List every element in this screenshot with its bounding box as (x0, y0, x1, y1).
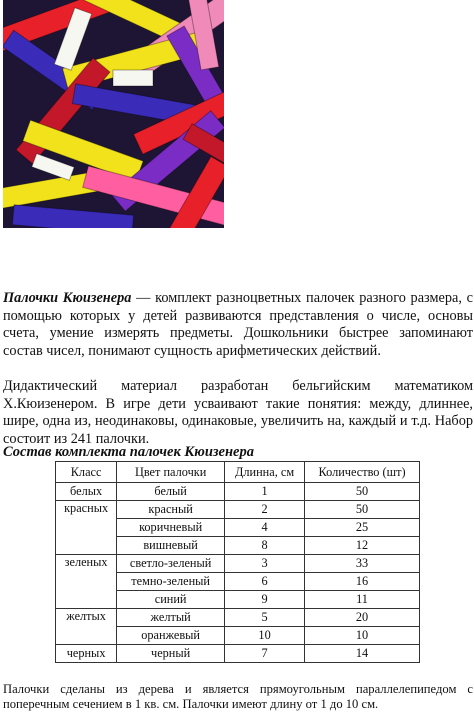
count-cell: 12 (305, 537, 420, 555)
length-cell: 7 (225, 645, 305, 663)
header-count: Количество (шт) (305, 462, 420, 483)
color-cell: темно-зеленый (117, 573, 225, 591)
color-cell: оранжевый (117, 627, 225, 645)
count-cell: 16 (305, 573, 420, 591)
length-cell: 6 (225, 573, 305, 591)
class-cell: белых (56, 483, 117, 501)
length-cell: 9 (225, 591, 305, 609)
table-row (56, 609, 420, 627)
rod-shape (12, 205, 133, 228)
color-cell: желтый (117, 609, 225, 627)
color-cell: красный (117, 501, 225, 519)
footer-paragraph: Палочки сделаны из дерева и является прямоугольным параллелепипедом с поперечным сечением в 1 кв. см. Палочки имеют длину от 1 до 10 см. (3, 682, 473, 712)
table-row (56, 645, 420, 663)
length-cell: 4 (225, 519, 305, 537)
section-title: Состав комплекта палочек Кюизенера (3, 444, 254, 460)
count-cell: 20 (305, 609, 420, 627)
rods-table (55, 461, 420, 663)
intro-lead: Палочки Кюизенера (3, 290, 132, 306)
intro-paragraph (3, 290, 473, 360)
table-row (56, 555, 420, 573)
class-cell: черных (56, 645, 117, 663)
length-cell: 8 (225, 537, 305, 555)
length-cell: 1 (225, 483, 305, 501)
table-row (56, 483, 420, 501)
color-cell: белый (117, 483, 225, 501)
intro-text: — комплект разноцветных палочек разного размера, с помощью которых у детей развиваются представления о числе, основы счета, умение измерять предметы. Дошкольники быстрее запоминают состав чисел, понимают сущность арифметических действий. (3, 290, 474, 359)
count-cell: 11 (305, 591, 420, 609)
length-cell: 5 (225, 609, 305, 627)
length-cell: 10 (225, 627, 305, 645)
color-cell: черный (117, 645, 225, 663)
rod-shape (113, 70, 153, 86)
cuisenaire-rods-photo (3, 0, 224, 228)
class-cell: желтых (56, 609, 117, 645)
count-cell: 10 (305, 627, 420, 645)
count-cell: 33 (305, 555, 420, 573)
length-cell: 3 (225, 555, 305, 573)
count-cell: 25 (305, 519, 420, 537)
color-cell: синий (117, 591, 225, 609)
color-cell: коричневый (117, 519, 225, 537)
class-cell: зеленых (56, 555, 117, 609)
header-color: Цвет палочки (117, 462, 225, 483)
table-header-row (56, 462, 420, 483)
count-cell: 50 (305, 483, 420, 501)
color-cell: вишневый (117, 537, 225, 555)
description-paragraph: Дидактический материал разработан бельгийским математиком Х.Кюизенером. В игре дети усваивают такие понятия: между, длиннее, шире, одна из, неодинаковы, одинаковые, увеличить на, каждый и т.д. Набор состоит из 241 палочки. (3, 378, 473, 447)
count-cell: 14 (305, 645, 420, 663)
color-cell: светло-зеленый (117, 555, 225, 573)
table-row (56, 501, 420, 519)
length-cell: 2 (225, 501, 305, 519)
class-cell: красных (56, 501, 117, 555)
header-length: Длинна, см (225, 462, 305, 483)
header-class: Класс (56, 462, 117, 483)
count-cell: 50 (305, 501, 420, 519)
